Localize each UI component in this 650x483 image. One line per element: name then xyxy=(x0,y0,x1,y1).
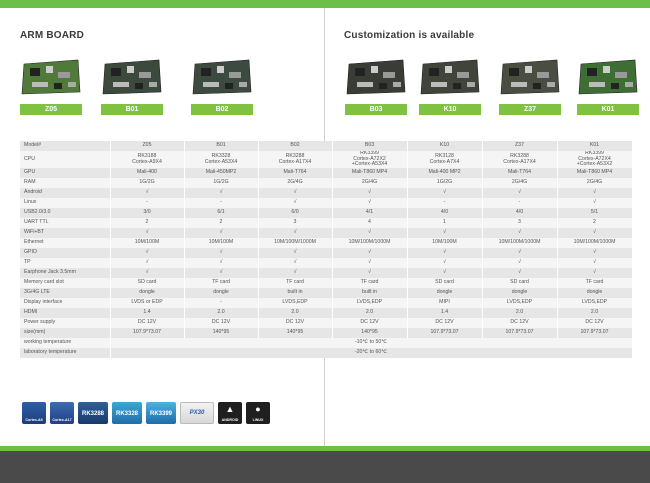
table-cell: RK3328 Cortex-A53X4 xyxy=(184,151,258,168)
table-cell: √ xyxy=(184,248,258,258)
row-label: WiFi+BT xyxy=(20,228,110,238)
table-row xyxy=(20,168,632,178)
table-cell: Mali-T860 MP4 xyxy=(557,168,632,178)
table-cell: √ xyxy=(258,198,332,208)
table-cell: 10M/100M/1000M xyxy=(332,238,407,248)
table-cell: DC 12V xyxy=(258,318,332,328)
table-cell: DC 12V xyxy=(407,318,482,328)
row-label: CPU xyxy=(20,151,110,168)
table-cell: 10M/100M xyxy=(407,238,482,248)
table-cell: √ xyxy=(557,248,632,258)
table-cell: LVDS,EDP xyxy=(258,298,332,308)
table-cell: √ xyxy=(110,258,184,268)
table-cell: √ xyxy=(258,188,332,198)
table-cell: Mali-450MP2 xyxy=(184,168,258,178)
table-cell: √ xyxy=(557,228,632,238)
table-row xyxy=(20,198,632,208)
table-cell: built in xyxy=(258,288,332,298)
table-cell: 2 xyxy=(110,218,184,228)
customization-title: Customization is available xyxy=(344,30,475,41)
table-cell: - xyxy=(184,298,258,308)
table-cell: 4 xyxy=(332,218,407,228)
table-cell: 1G/2G xyxy=(407,178,482,188)
board-image-k01 xyxy=(577,58,639,96)
table-cell: √ xyxy=(258,258,332,268)
table-cell: SD card xyxy=(482,278,557,288)
table-cell: B01 xyxy=(184,141,258,151)
table-cell: 10M/100M/1000M xyxy=(258,238,332,248)
table-cell: TF card xyxy=(184,278,258,288)
linux-badge: ● LINUX xyxy=(246,402,270,424)
table-row xyxy=(20,218,632,228)
table-cell: 6/0 xyxy=(258,208,332,218)
table-cell: 1G/2G xyxy=(184,178,258,188)
table-cell: LVDS,EDP xyxy=(332,298,407,308)
table-cell: 3 xyxy=(258,218,332,228)
table-cell: 10M/100M/1000M xyxy=(557,238,632,248)
table-row xyxy=(20,338,632,348)
table-cell: 10M/100M xyxy=(110,238,184,248)
table-cell: √ xyxy=(184,268,258,278)
row-label: working temperature xyxy=(20,338,110,348)
table-cell: DC 12V xyxy=(557,318,632,328)
table-cell: K01 xyxy=(557,141,632,151)
android-badge: ▲ ANDROID xyxy=(218,402,242,424)
table-cell: √ xyxy=(110,188,184,198)
table-cell: √ xyxy=(110,248,184,258)
table-cell: K10 xyxy=(407,141,482,151)
board-label-k10: K10 xyxy=(419,104,481,115)
table-cell: 2G/4G xyxy=(482,178,557,188)
table-cell: 107.9*73.07 xyxy=(110,328,184,338)
table-cell: √ xyxy=(557,258,632,268)
table-cell: B02 xyxy=(258,141,332,151)
board-label-b03: B03 xyxy=(345,104,407,115)
table-cell: √ xyxy=(332,268,407,278)
table-cell: 107.9*73.07 xyxy=(407,328,482,338)
rk3288-badge: RK3288 xyxy=(78,402,108,424)
table-cell: √ xyxy=(332,198,407,208)
table-cell: TF card xyxy=(557,278,632,288)
table-cell: SD card xyxy=(407,278,482,288)
table-cell: RK3128 Cortex-A7X4 xyxy=(407,151,482,168)
table-cell: √ xyxy=(332,248,407,258)
table-row xyxy=(20,318,632,328)
table-cell: DC 12V xyxy=(184,318,258,328)
platform-badges xyxy=(22,402,270,424)
table-cell: 4/0 xyxy=(407,208,482,218)
rk3328-badge: RK3328 xyxy=(112,402,142,424)
table-cell: Z05 xyxy=(110,141,184,151)
table-row xyxy=(20,208,632,218)
linux-tux-icon: ● xyxy=(255,404,261,414)
top-accent-bar xyxy=(0,0,650,8)
row-label: laboratory temperature xyxy=(20,348,110,358)
table-cell: √ xyxy=(557,268,632,278)
table-cell: 140*95 xyxy=(258,328,332,338)
row-label: size(mm) xyxy=(20,328,110,338)
table-cell: √ xyxy=(407,258,482,268)
table-cell: √ xyxy=(557,188,632,198)
table-cell: DC 12V xyxy=(482,318,557,328)
table-cell: √ xyxy=(557,198,632,208)
board-label-k01: K01 xyxy=(577,104,639,115)
table-cell: 140*95 xyxy=(332,328,407,338)
row-label: TP xyxy=(20,258,110,268)
row-label: Display interface xyxy=(20,298,110,308)
table-cell: SD card xyxy=(110,278,184,288)
table-cell: 107.9*73.07 xyxy=(482,328,557,338)
table-cell: 3/0 xyxy=(110,208,184,218)
arm-board-title: ARM BOARD xyxy=(20,30,85,41)
table-row xyxy=(20,178,632,188)
board-image-b03 xyxy=(345,58,407,96)
table-cell: 6/1 xyxy=(184,208,258,218)
table-cell: Z37 xyxy=(482,141,557,151)
table-cell: √ xyxy=(407,248,482,258)
board-image-z37 xyxy=(499,58,561,96)
table-cell: - xyxy=(482,198,557,208)
table-cell: - xyxy=(407,198,482,208)
table-cell: RK3399 Cortex-A72X2 +Cortex-A53X4 xyxy=(332,151,407,168)
table-cell: - xyxy=(184,198,258,208)
row-label: 3G/4G LTE xyxy=(20,288,110,298)
table-cell: √ xyxy=(110,228,184,238)
table-row xyxy=(20,298,632,308)
table-cell: 107.9*73.07 xyxy=(557,328,632,338)
table-cell: built in xyxy=(332,288,407,298)
table-cell: - xyxy=(110,198,184,208)
board-image-b02 xyxy=(191,58,253,96)
table-cell: 3 xyxy=(482,218,557,228)
table-cell: √ xyxy=(332,228,407,238)
table-cell: dongle xyxy=(184,288,258,298)
table-cell: Mali-T764 xyxy=(482,168,557,178)
table-cell: 2G/4G xyxy=(258,178,332,188)
board-image-k10 xyxy=(419,58,481,96)
table-cell: RK3399 Cortex-A72X4 +Cortex-A53X2 xyxy=(557,151,632,168)
table-cell: LVDS or EDP xyxy=(110,298,184,308)
table-cell: √ xyxy=(258,248,332,258)
table-cell: 2 xyxy=(184,218,258,228)
table-cell: 2.0 xyxy=(332,308,407,318)
table-cell: Mali-400 xyxy=(110,168,184,178)
table-cell: MIPI xyxy=(407,298,482,308)
table-row xyxy=(20,348,632,358)
table-cell: √ xyxy=(482,248,557,258)
table-cell: 10M/100M/1000M xyxy=(482,238,557,248)
rk3399-badge: RK3399 xyxy=(146,402,176,424)
table-cell: DC 12V xyxy=(332,318,407,328)
table-cell: 1.4 xyxy=(110,308,184,318)
px30-badge: PX30 xyxy=(180,402,214,424)
table-cell: √ xyxy=(407,188,482,198)
row-label: HDMI xyxy=(20,308,110,318)
table-row xyxy=(20,248,632,258)
table-cell: 2 xyxy=(557,218,632,228)
table-cell: Mali-400 MP2 xyxy=(407,168,482,178)
table-cell: √ xyxy=(482,228,557,238)
table-cell: 2.0 xyxy=(184,308,258,318)
table-cell: √ xyxy=(110,268,184,278)
table-cell: 4/1 xyxy=(332,208,407,218)
board-image-z05 xyxy=(20,58,82,96)
table-cell: LVDS,EDP xyxy=(482,298,557,308)
table-cell: √ xyxy=(184,188,258,198)
table-cell: 1G/2G xyxy=(110,178,184,188)
row-label: GPU xyxy=(20,168,110,178)
board-image-b01 xyxy=(101,58,163,96)
table-cell: √ xyxy=(482,188,557,198)
table-cell: 140*95 xyxy=(184,328,258,338)
table-row xyxy=(20,141,632,151)
row-label: Power supply xyxy=(20,318,110,328)
table-row xyxy=(20,308,632,318)
table-cell: 5/1 xyxy=(557,208,632,218)
table-cell: 2.0 xyxy=(482,308,557,318)
table-cell: RK3288 Cortex-A17X4 xyxy=(258,151,332,168)
table-cell: TF card xyxy=(332,278,407,288)
table-cell: Mali-T764 xyxy=(258,168,332,178)
row-label: Earphone Jack 3.5mm xyxy=(20,268,110,278)
table-cell: -20℃ to 60℃ xyxy=(110,348,632,358)
table-cell: B03 xyxy=(332,141,407,151)
table-cell: dongle xyxy=(407,288,482,298)
table-cell: 2G/4G xyxy=(332,178,407,188)
android-icon: ▲ xyxy=(225,404,235,414)
row-label: GPIO xyxy=(20,248,110,258)
table-cell: √ xyxy=(407,268,482,278)
table-cell: 10M/100M xyxy=(184,238,258,248)
table-cell: RK3288 Cortex-A17X4 xyxy=(482,151,557,168)
board-label-b02: B02 xyxy=(191,104,253,115)
table-row xyxy=(20,188,632,198)
table-cell: √ xyxy=(332,258,407,268)
table-cell: √ xyxy=(258,228,332,238)
board-label-z05: Z05 xyxy=(20,104,82,115)
table-row xyxy=(20,268,632,278)
row-label: Model# xyxy=(20,141,110,151)
footer-accent xyxy=(0,446,650,451)
table-cell: Mali-T860 MP4 xyxy=(332,168,407,178)
table-cell: 2.0 xyxy=(258,308,332,318)
table-row xyxy=(20,228,632,238)
table-cell: √ xyxy=(184,228,258,238)
table-cell: DC 12V xyxy=(110,318,184,328)
table-row xyxy=(20,238,632,248)
spec-table xyxy=(20,141,633,358)
table-row xyxy=(20,258,632,268)
rockchip-a17-badge: Cortex-A17 xyxy=(50,402,74,424)
table-cell: √ xyxy=(258,268,332,278)
table-cell: 1 xyxy=(407,218,482,228)
table-cell: dongle xyxy=(110,288,184,298)
table-cell: RK3188 Cortex-A9X4 xyxy=(110,151,184,168)
row-label: Android xyxy=(20,188,110,198)
table-cell: √ xyxy=(482,268,557,278)
row-label: RAM xyxy=(20,178,110,188)
table-cell: dongle xyxy=(557,288,632,298)
table-row xyxy=(20,288,632,298)
table-cell: 2.0 xyxy=(557,308,632,318)
table-row xyxy=(20,328,632,338)
table-cell: -10℃ to 50℃ xyxy=(110,338,632,348)
board-label-z37: Z37 xyxy=(499,104,561,115)
table-cell: √ xyxy=(184,258,258,268)
row-label: UART TTL xyxy=(20,218,110,228)
table-cell: 2G/4G xyxy=(557,178,632,188)
table-cell: TF card xyxy=(258,278,332,288)
row-label: USB2.0/3.0 xyxy=(20,208,110,218)
table-cell: √ xyxy=(482,258,557,268)
table-cell: 1.4 xyxy=(407,308,482,318)
table-cell: LVDS,EDP xyxy=(557,298,632,308)
rockchip-a9-badge: Cortex-A9 xyxy=(22,402,46,424)
row-label: Linux xyxy=(20,198,110,208)
table-cell: dongle xyxy=(482,288,557,298)
table-cell: √ xyxy=(332,188,407,198)
table-row xyxy=(20,278,632,288)
board-label-b01: B01 xyxy=(101,104,163,115)
row-label: Ethernet xyxy=(20,238,110,248)
table-row xyxy=(20,151,632,168)
footer-bar xyxy=(0,446,650,483)
table-cell: √ xyxy=(407,228,482,238)
row-label: Memory card slot xyxy=(20,278,110,288)
table-cell: 4/0 xyxy=(482,208,557,218)
